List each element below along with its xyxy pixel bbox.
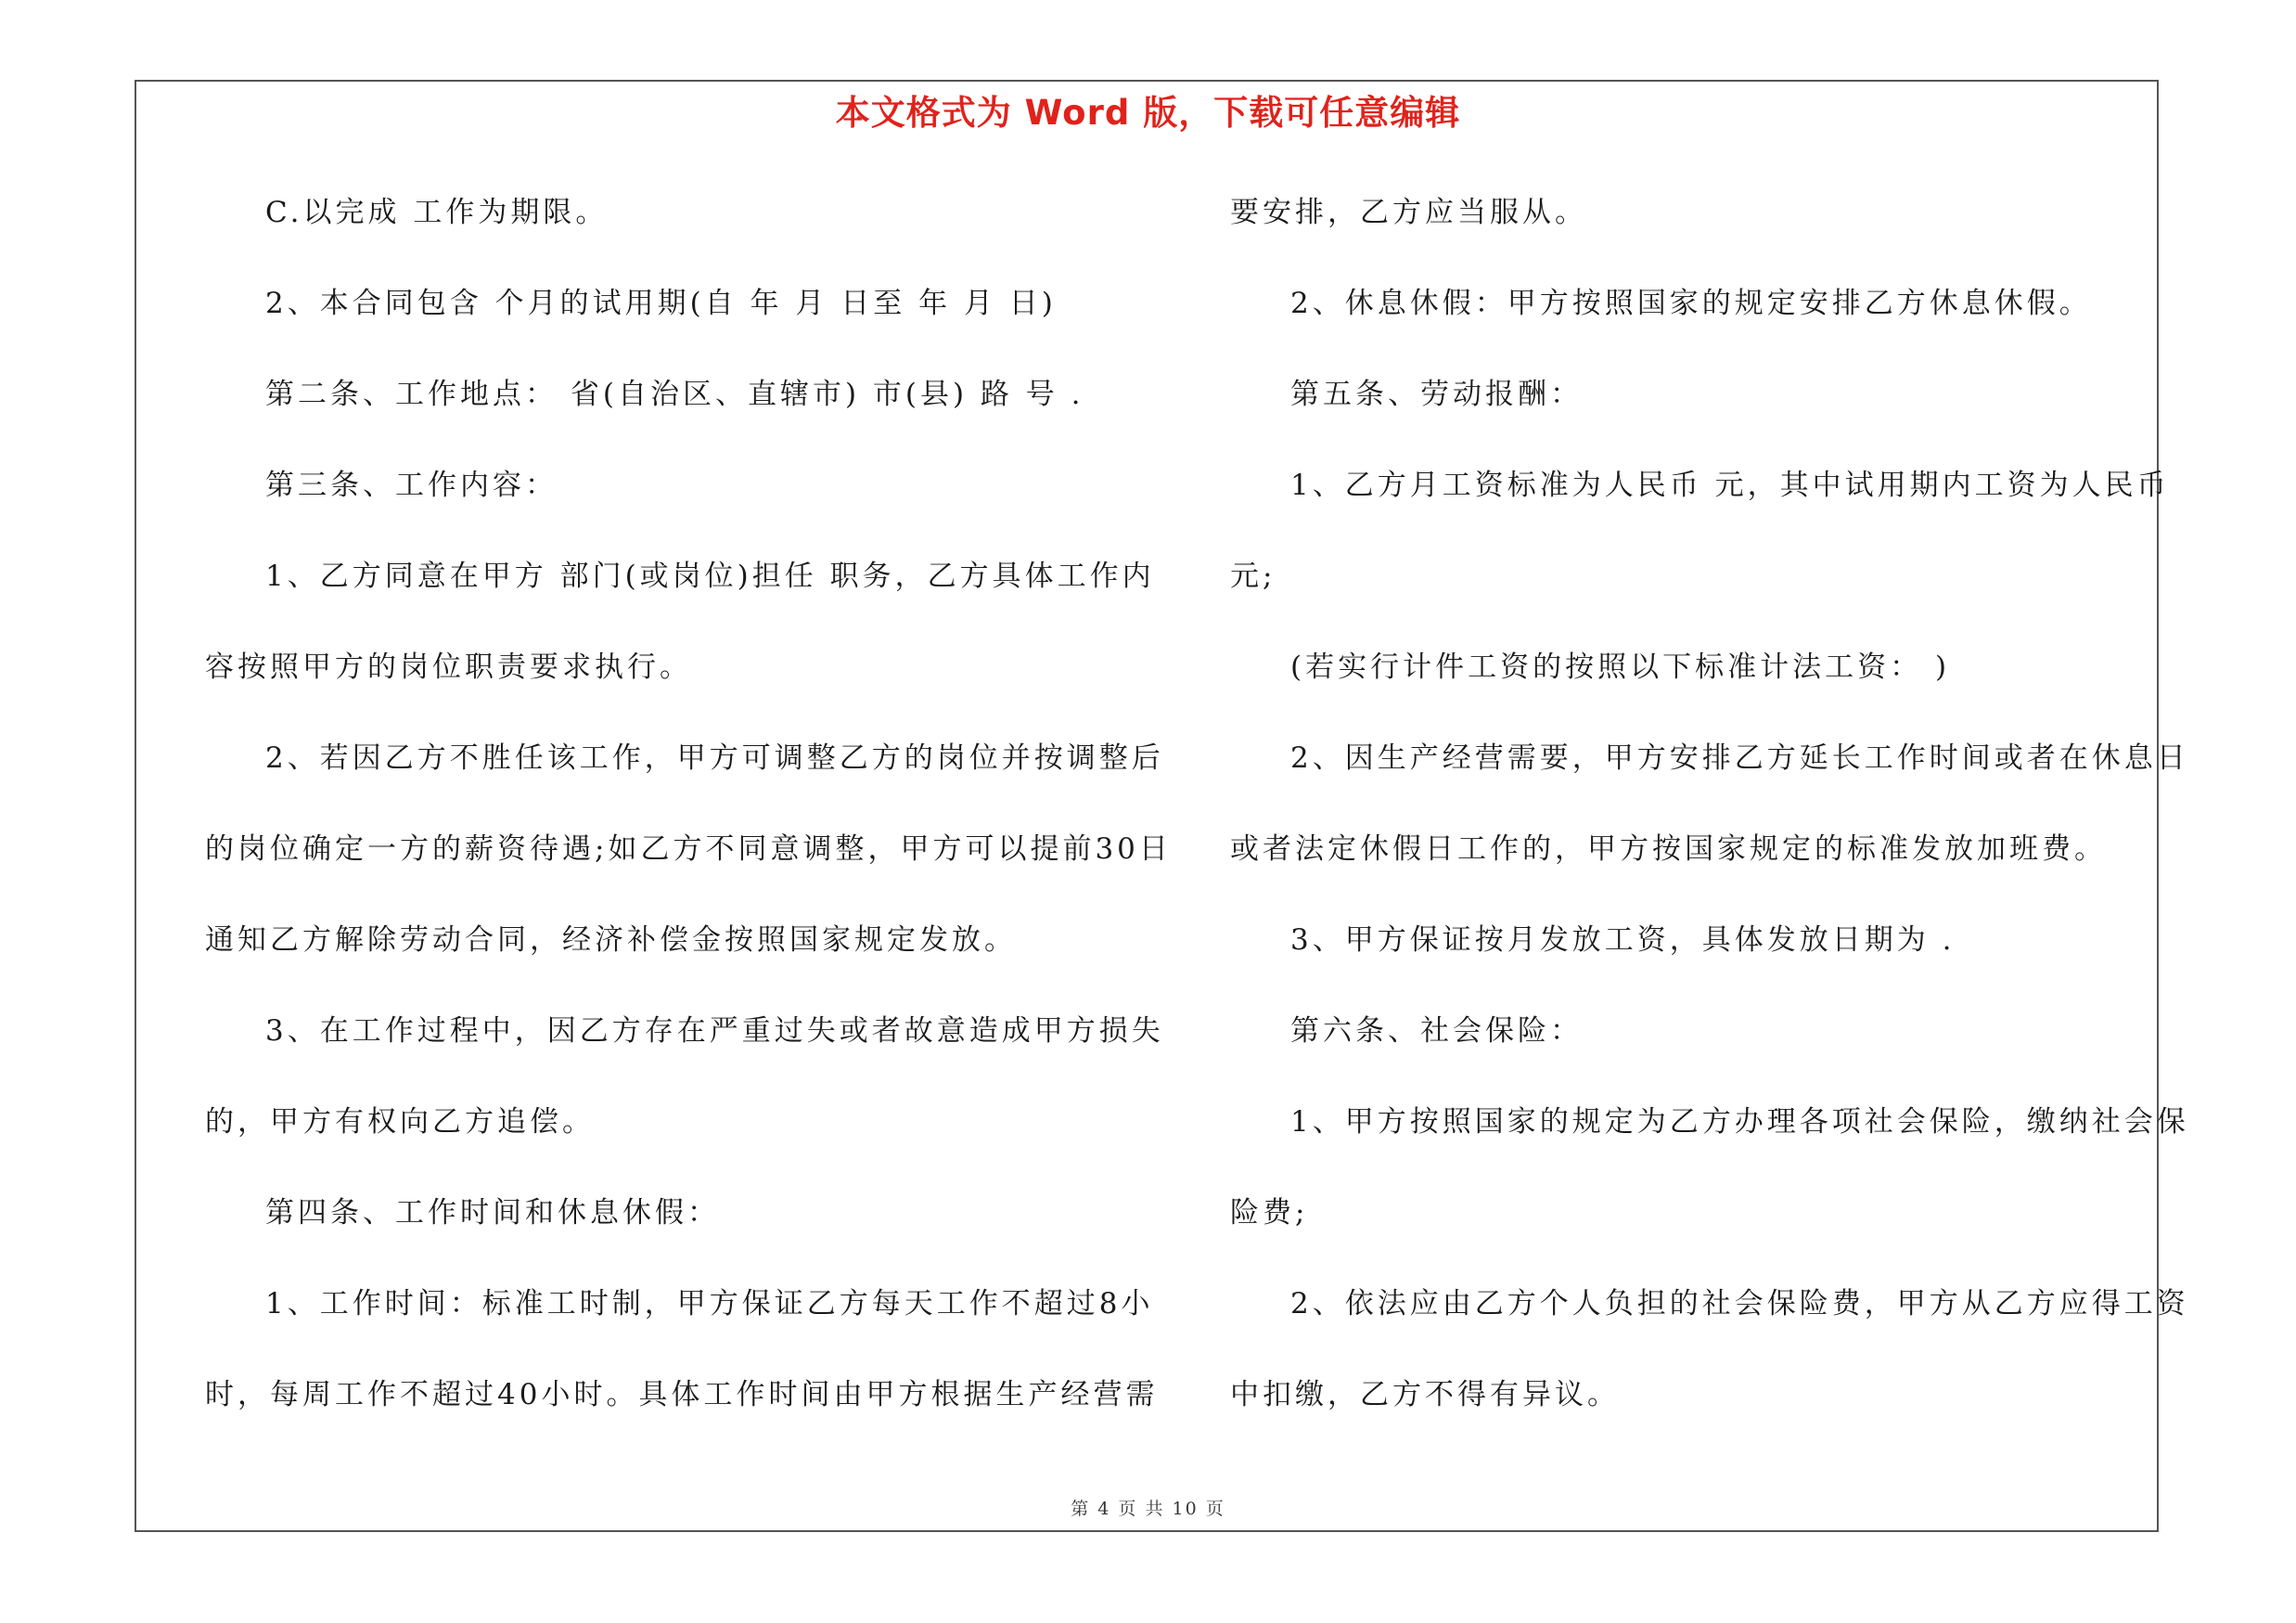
paragraph-line: 中扣缴，乙方不得有异议。: [1230, 1378, 1620, 1411]
paragraph-line: (若实行计件工资的按照以下标准计法工资： ): [1290, 650, 1951, 684]
left-column: [205, 180, 1172, 1453]
paragraph-line: 元;: [1230, 560, 1276, 593]
paragraph-line: 的，甲方有权向乙方追偿。: [205, 1105, 595, 1139]
paragraph-line: 3、甲方保证按月发放工资，具体发放日期为 .: [1290, 923, 1956, 957]
section-heading: 第六条、社会保险：: [1290, 1014, 1583, 1048]
paragraph-line: 或者法定休假日工作的，甲方按国家规定的标准发放加班费。: [1230, 832, 2107, 866]
page-number-footer: 第 4 页 共 10 页: [1071, 1499, 1225, 1519]
document-banner: 本文格式为 Word 版，下载可任意编辑: [835, 93, 1461, 133]
paragraph-line: 险费;: [1230, 1196, 1309, 1230]
right-column: [1230, 180, 2189, 1453]
section-heading: 第三条、工作内容：: [265, 469, 558, 502]
paragraph-line: C.以完成 工作为期限。: [265, 196, 609, 229]
paragraph-line: 2、因生产经营需要，甲方安排乙方延长工作时间或者在休息日: [1290, 741, 2189, 775]
paragraph-line: 1、乙方同意在甲方 部门(或岗位)担任 职务，乙方具体工作内: [265, 560, 1155, 593]
paragraph-line: 时，每周工作不超过40小时。具体工作时间由甲方根据生产经营需: [205, 1378, 1159, 1411]
paragraph-line: 的岗位确定一方的薪资待遇;如乙方不同意调整，甲方可以提前30日: [205, 832, 1172, 866]
paragraph-line: 1、工作时间：标准工时制，甲方保证乙方每天工作不超过8小: [265, 1287, 1154, 1320]
paragraph-line: 通知乙方解除劳动合同，经济补偿金按照国家规定发放。: [205, 923, 1017, 957]
paragraph-line: 2、依法应由乙方个人负担的社会保险费，甲方从乙方应得工资: [1290, 1287, 2189, 1320]
section-heading: 第五条、劳动报酬：: [1290, 378, 1583, 411]
paragraph-line: 1、乙方月工资标准为人民币 元，其中试用期内工资为人民币: [1290, 469, 2170, 502]
paragraph-line: 容按照甲方的岗位职责要求执行。: [205, 650, 692, 684]
paragraph-line: 3、在工作过程中，因乙方存在严重过失或者故意造成甲方损失: [265, 1014, 1164, 1048]
paragraph-line: 要安排，乙方应当服从。: [1230, 196, 1587, 229]
paragraph-line: 2、休息休假：甲方按照国家的规定安排乙方休息休假。: [1290, 287, 2092, 320]
paragraph-line: 2、本合同包含 个月的试用期(自 年 月 日至 年 月 日): [265, 287, 1057, 320]
paragraph-line: 第二条、工作地点： 省(自治区、直辖市) 市(县) 路 号 .: [265, 378, 1084, 411]
paragraph-line: 1、甲方按照国家的规定为乙方办理各项社会保险，缴纳社会保: [1290, 1105, 2189, 1139]
paragraph-line: 2、若因乙方不胜任该工作，甲方可调整乙方的岗位并按调整后: [265, 741, 1164, 775]
section-heading: 第四条、工作时间和休息休假：: [265, 1196, 720, 1230]
